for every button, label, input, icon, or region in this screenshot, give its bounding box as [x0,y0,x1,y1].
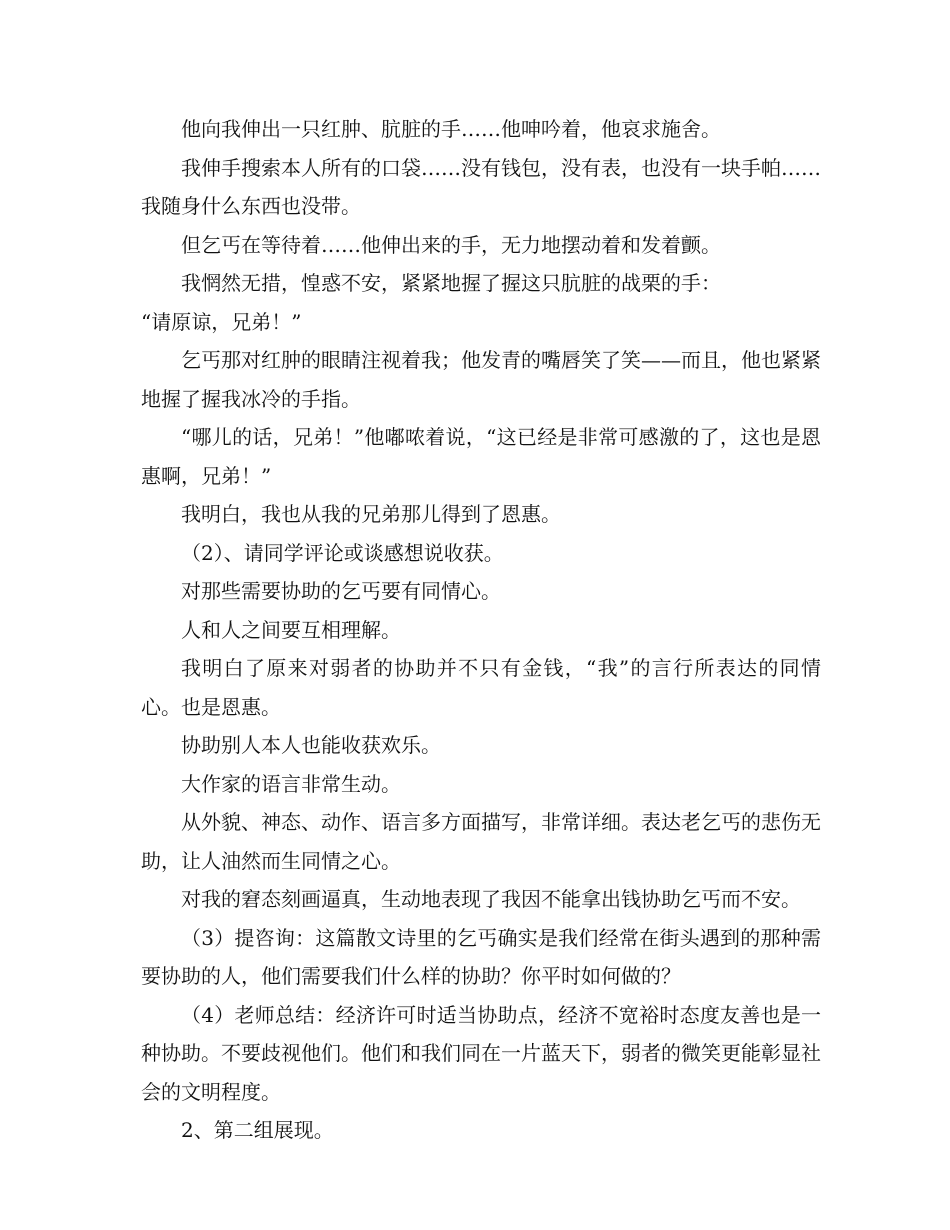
paragraph: 从外貌、神态、动作、语言多方面描写，非常详细。表达老乞丐的悲伤无助，让人油然而生同情之心。 [141,810,821,873]
paragraph: 对那些需要协助的乞丐要有同情心。 [181,579,501,603]
paragraph-step-4: （4）老师总结：经济许可时适当协助点，经济不宽裕时态度友善也是一种协助。不要歧视他们。他们和我们同在一片蓝天下，弱者的微笑更能彰显社会的文明程度。 [141,1002,821,1104]
paragraph: “哪儿的话，兄弟！”他嘟哝着说，“这已经是非常可感激的了，这也是恩惠啊，兄弟！” [141,425,821,488]
paragraph-quote: “请原谅，兄弟！” [141,309,302,334]
paragraph: 我明白，我也从我的兄弟那儿得到了恩惠。 [181,502,561,526]
paragraph: 协助别人本人也能收获欢乐。 [181,733,441,757]
paragraph: 我惘然无措，惶惑不安，紧紧地握了握这只肮脏的战栗的手： [181,271,721,295]
paragraph: 我伸手搜索本人所有的口袋……没有钱包，没有表，也没有一块手帕……我随身什么东西也没带。 [141,155,821,218]
document-body [141,110,821,1150]
paragraph: 他向我伸出一只红肿、肮脏的手……他呻吟着，他哀求施舍。 [181,117,721,141]
paragraph: 但乞丐在等待着……他伸出来的手，无力地摆动着和发着颤。 [181,232,721,257]
paragraph: 大作家的语言非常生动。 [181,771,401,796]
paragraph: 人和人之间要互相理解。 [181,617,401,642]
paragraph: 乞丐那对红肿的眼睛注视着我；他发青的嘴唇笑了笑——而且，他也紧紧地握了握我冰冷的手指。 [141,348,821,411]
paragraph-step-2: （2）、请同学评论或谈感想说收获。 [181,540,504,565]
paragraph-section-2: 2、第二组展现。 [181,1118,334,1142]
paragraph-step-3: （3）提咨询：这篇散文诗里的乞丐确实是我们经常在街头遇到的那种需要协助的人，他们需要我们什么样的协助？你平时如何做的？ [141,925,821,988]
paragraph: 我明白了原来对弱者的协助并不只有金钱，“我”的言行所表达的同情心。也是恩惠。 [141,656,821,719]
paragraph: 对我的窘态刻画逼真，生动地表现了我因不能拿出钱协助乞丐而不安。 [181,887,801,911]
